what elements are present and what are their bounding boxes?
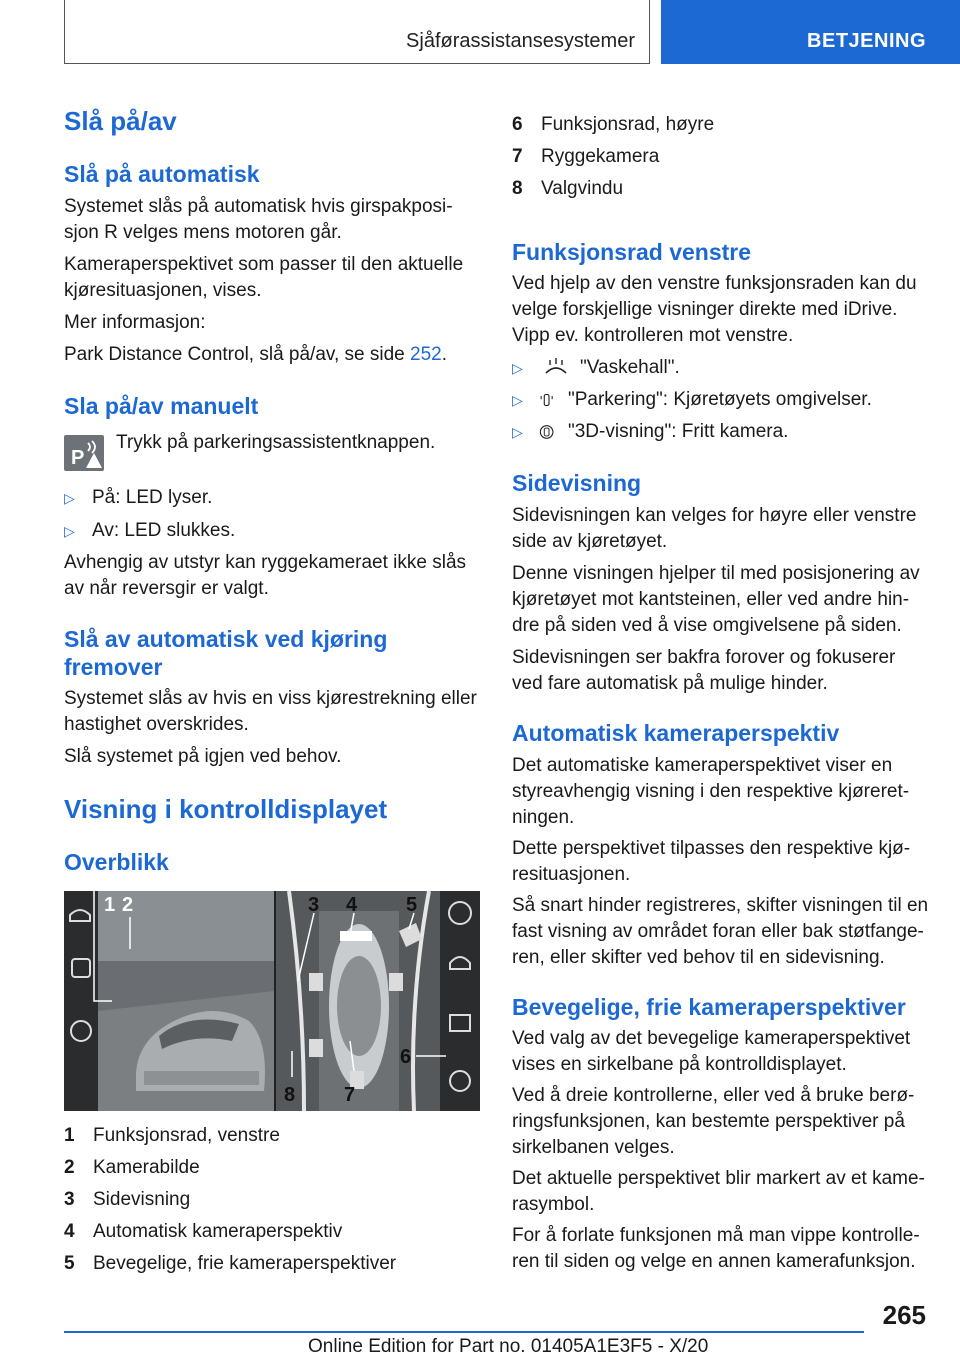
para-free-3-line-2: rasymbol. — [512, 1194, 595, 1215]
heading-auto-off-line-2: fremover — [64, 654, 163, 680]
para-autocam-3-line-3: ren, eller skifter ved behov til en sidevisning. — [512, 947, 885, 968]
para-side-1 — [512, 503, 916, 555]
fig-label-7: 7 — [344, 1084, 356, 1106]
heading-side-view: Sidevisning — [512, 470, 642, 496]
legend-text: Ryggekamera — [541, 146, 660, 167]
header-section — [64, 0, 650, 64]
svg-text:P: P — [71, 447, 85, 469]
para-free-1-line-1: Ved valg av det bevegelige kameraperspektivet — [512, 1028, 911, 1049]
para-leftrow-line-1: Ved hjelp av den venstre funksjonsraden kan du — [512, 273, 917, 294]
para-free-2-line-3: sirkelbanen velges. — [512, 1137, 675, 1158]
legend-text: Kamerabilde — [93, 1157, 200, 1178]
fig-label-6: 6 — [400, 1046, 412, 1068]
para-free-1-line-2: vises en sirkelbane på kontrolldisplayet. — [512, 1054, 847, 1075]
camera-view-figure — [64, 891, 480, 1111]
para-leftrow-line-2: velge forskjellige visninger direkte med iDrive. — [512, 299, 898, 320]
heading-auto-on: Slå på automatisk — [64, 161, 260, 187]
legend-num: 3 — [64, 1189, 75, 1210]
legend-text: Funksjonsrad, høyre — [541, 114, 715, 135]
para-autocam-2 — [512, 836, 910, 888]
para-free-1 — [512, 1026, 910, 1078]
parking-view-icon — [538, 389, 560, 411]
car-wash-icon — [542, 357, 570, 379]
para-auto-off-line-2: hastighet overskrides. — [64, 714, 249, 735]
para-side-1-line-1: Sidevisningen kan velges for høyre eller venstre — [512, 505, 917, 526]
bullet-triangle-icon: ▷ — [512, 392, 523, 408]
bullet-3d-view-text: "3D-visning": Fritt kamera. — [568, 421, 789, 442]
heading-control-display: Visning i kontrolldisplayet — [64, 794, 388, 824]
fig-label-1: 1 — [104, 894, 116, 916]
para-free-4 — [512, 1223, 920, 1275]
para-camera-perspective — [64, 252, 463, 304]
heading-left-function-row: Funksjonsrad venstre — [512, 239, 752, 265]
para-side-3-line-2: ved fare automatisk på mulige hinder. — [512, 673, 828, 694]
legend-text: Sidevisning — [93, 1189, 191, 1210]
header-chapter — [661, 0, 960, 64]
para-pdc-ref: Park Distance Control, slå på/av, se side 252. — [64, 344, 448, 365]
bullet-led-off — [64, 518, 464, 544]
heading-free-camera: Bevegelige, frie kameraperspektiver — [512, 994, 906, 1020]
para-depending-line-2: av når reversgir er valgt. — [64, 578, 269, 599]
para-side-2-line-3: dre på siden ved å vise omgivelsene på siden. — [512, 615, 902, 636]
para-left-function-row — [512, 271, 917, 349]
para-depending-equipment — [64, 550, 466, 602]
para-auto-on — [64, 194, 453, 246]
para-autocam-1-line-3: ningen. — [512, 807, 575, 828]
bullet-3d-view — [512, 419, 932, 445]
para-auto-off-line-1: Systemet slås av hvis en viss kjørestrekning eller — [64, 688, 477, 709]
bullet-triangle-icon: ▷ — [512, 360, 523, 376]
para-depending-line-1: Avhengig av utstyr kan ryggekameraet ikke slås — [64, 552, 467, 573]
bullet-led-off-text: Av: LED slukkes. — [92, 520, 236, 541]
para-free-2 — [512, 1083, 914, 1161]
footer-edition: Online Edition for Part no. 01405A1E3F5 - X/20 — [308, 1336, 709, 1357]
para-free-2-line-1: Ved å dreie kontrollerne, eller ved å bruke berø- — [512, 1085, 915, 1106]
legend-text: Bevegelige, frie kameraperspektiver — [93, 1253, 397, 1274]
heading-manual: Sla på/av manuelt — [64, 393, 259, 419]
para-turn-on-again: Slå systemet på igjen ved behov. — [64, 746, 342, 767]
3d-view-icon — [538, 421, 560, 443]
heading-auto-camera: Automatisk kameraperspektiv — [512, 720, 840, 746]
para-camera-perspective-line-1: Kameraperspektivet som passer til den aktuelle — [64, 254, 464, 275]
para-leftrow-line-3: Vipp ev. kontrolleren mot venstre. — [512, 325, 794, 346]
para-free-3-line-1: Det aktuelle perspektivet blir markert av et kame- — [512, 1168, 925, 1189]
para-side-3 — [512, 645, 895, 697]
para-autocam-1 — [512, 753, 909, 831]
bullet-triangle-icon: ▷ — [64, 523, 75, 539]
heading-auto-off-driving — [64, 625, 387, 681]
para-side-1-line-2: side av kjøretøyet. — [512, 531, 668, 552]
legend-text: Automatisk kameraperspektiv — [93, 1221, 343, 1242]
header-chapter-title: BETJENING — [807, 30, 926, 52]
bullet-parking — [512, 387, 932, 413]
para-autocam-1-line-1: Det automatiske kameraperspektivet viser en — [512, 755, 893, 776]
page-number: 265 — [882, 1300, 926, 1330]
bullet-car-wash — [512, 355, 932, 381]
legend-num: 1 — [64, 1125, 75, 1146]
bullet-car-wash-text: "Vaskehall". — [580, 357, 680, 378]
bullet-triangle-icon: ▷ — [64, 490, 75, 506]
footer-divider — [64, 1331, 864, 1333]
fig-label-3: 3 — [308, 894, 320, 916]
para-press-button: Trykk på parkeringsassistentknappen. — [116, 432, 436, 453]
para-autocam-3-line-2: fast visning av området foran eller bak støtfange- — [512, 921, 924, 942]
para-free-4-line-2: ren til siden og velge en annen kamerafunksjon. — [512, 1251, 916, 1272]
bullet-led-on-text: På: LED lyser. — [92, 487, 213, 508]
park-assist-button-icon — [64, 435, 104, 471]
header-section-title: Sjåførassistansesystemer — [406, 30, 635, 52]
para-autocam-1-line-2: styreavhengig visning i den respektive kjøreret- — [512, 781, 910, 802]
para-auto-off — [64, 686, 477, 738]
legend-num: 7 — [512, 146, 523, 167]
para-auto-on-line-1: Systemet slås på automatisk hvis girspakposi- — [64, 196, 453, 217]
para-autocam-2-line-1: Dette perspektivet tilpasses den respektive kjø- — [512, 838, 911, 859]
para-autocam-3 — [512, 893, 928, 971]
para-autocam-3-line-1: Så snart hinder registreres, skifter visningen til en — [512, 895, 929, 916]
legend-num: 6 — [512, 114, 523, 135]
fig-label-8: 8 — [284, 1084, 296, 1106]
bullet-led-on — [64, 485, 464, 511]
legend-num: 5 — [64, 1253, 75, 1274]
para-free-4-line-1: For å forlate funksjonen må man vippe kontrolle- — [512, 1225, 920, 1246]
legend-num: 8 — [512, 178, 523, 199]
legend-text: Funksjonsrad, venstre — [93, 1125, 280, 1146]
heading-auto-off-line-1: Slå av automatisk ved kjøring — [64, 626, 388, 652]
para-side-2-line-2: kjøretøyet mot kantsteinen, eller ved andre hin- — [512, 589, 910, 610]
fig-label-5: 5 — [406, 894, 418, 916]
para-more-info: Mer informasjon: — [64, 312, 206, 333]
para-free-2-line-2: ringsfunksjonen, kan bestemte perspektiver på — [512, 1111, 905, 1132]
para-side-3-line-1: Sidevisningen ser bakfra forover og fokuserer — [512, 647, 896, 668]
para-camera-perspective-line-2: kjøresituasjonen, vises. — [64, 280, 262, 301]
fig-label-4: 4 — [346, 894, 358, 916]
para-auto-on-line-2: sjon R velges mens motoren går. — [64, 222, 342, 243]
fig-label-2: 2 — [122, 894, 134, 916]
para-side-2-line-1: Denne visningen hjelper til med posisjonering av — [512, 563, 920, 584]
legend-num: 2 — [64, 1157, 75, 1178]
para-side-2 — [512, 561, 920, 639]
pdc-ref-text: Park Distance Control, slå på/av, se side — [64, 344, 411, 365]
legend-text: Valgvindu — [541, 178, 624, 199]
bullet-parking-text: "Parkering": Kjøretøyets omgivelser. — [568, 389, 872, 410]
pdc-page-link[interactable]: 252 — [410, 344, 442, 365]
heading-on-off: Slå på/av — [64, 106, 177, 136]
bullet-triangle-icon: ▷ — [512, 424, 523, 440]
para-autocam-2-line-2: resituasjonen. — [512, 864, 631, 885]
heading-overview: Overblikk — [64, 849, 169, 875]
legend-num: 4 — [64, 1221, 75, 1242]
para-free-3 — [512, 1166, 925, 1218]
